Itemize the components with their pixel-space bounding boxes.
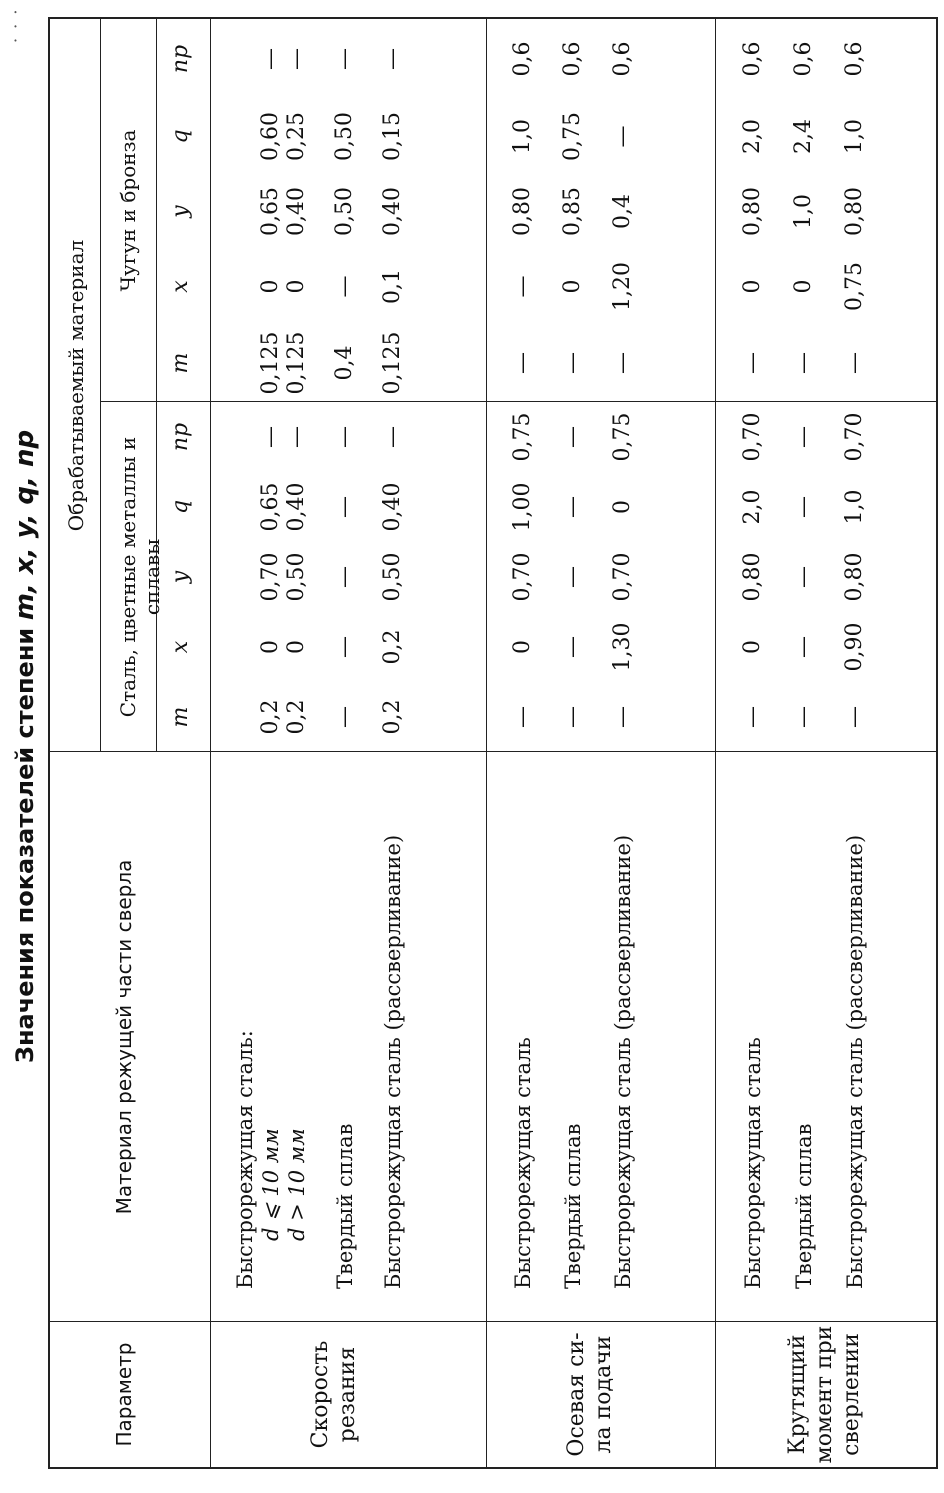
cell-iron-y: 0,40: [380, 187, 405, 236]
cell-steel-y: —: [332, 566, 357, 588]
param-axial-force: [563, 1322, 617, 1467]
cell-steel-x: —: [560, 636, 585, 658]
cell-iron-y: 0,4: [610, 194, 635, 229]
param-line: ла подачи: [591, 1335, 616, 1454]
cell-iron-np: —: [258, 48, 283, 70]
cell-iron-m: 0,4: [332, 345, 357, 381]
cell-iron-np: 0,6: [740, 41, 765, 77]
cell-steel-y: 0,50: [380, 552, 405, 602]
header-cast-iron-group: Чугун и бронза: [116, 129, 140, 292]
cell-iron-m: —: [842, 352, 867, 374]
cell-steel-np: —: [380, 426, 405, 448]
cell-steel-m: 0,2: [258, 699, 283, 735]
col-steel-y: y: [168, 570, 193, 584]
param-line: резания: [335, 1346, 360, 1443]
cell-iron-np: —: [284, 48, 309, 70]
cell-iron-np: 0,6: [560, 41, 585, 77]
param-line: Осевая си-: [564, 1332, 589, 1457]
cell-iron-q: 0,25: [284, 112, 309, 161]
cell-iron-x: 0: [560, 279, 585, 294]
material-hss-redrill: Быстрорежущая сталь (рассверливание): [381, 834, 405, 1289]
data-table: [48, 17, 938, 1469]
cell-iron-y: 0,65: [258, 187, 283, 236]
group-rule-2: [715, 19, 716, 1467]
cell-steel-y: 0,70: [510, 552, 535, 602]
cell-steel-m: —: [740, 706, 765, 728]
cell-iron-np: —: [332, 48, 357, 70]
cell-steel-x: 1,30: [610, 622, 635, 672]
cell-iron-y: 0,80: [842, 187, 867, 236]
cell-iron-m: —: [740, 352, 765, 374]
cell-steel-m: —: [610, 706, 635, 728]
cell-steel-y: —: [791, 566, 816, 588]
param-torque: [784, 1322, 865, 1467]
material-hss-redrill: Быстрорежущая сталь (рассверливание): [843, 834, 867, 1289]
material-hss: Быстрорежущая сталь: [741, 1037, 765, 1289]
param-line: сверлении: [839, 1333, 864, 1456]
cell-steel-x: —: [332, 636, 357, 658]
cell-iron-m: —: [791, 352, 816, 374]
title-text: Значения показателей степени: [11, 627, 39, 1064]
cell-steel-np: —: [560, 426, 585, 448]
header-processed-material: Обрабатываемый материал: [64, 239, 88, 532]
header-bottom-rule: [210, 19, 211, 1467]
cell-iron-np: 0,6: [510, 41, 535, 77]
cell-iron-q: 2,4: [791, 119, 816, 154]
material-hss: Быстрорежущая сталь: [511, 1037, 535, 1289]
cell-iron-m: —: [610, 352, 635, 374]
cell-steel-q: 0,40: [284, 482, 309, 532]
col-iron-m: m: [168, 352, 193, 374]
cell-steel-q: —: [332, 496, 357, 518]
cell-steel-y: 0,80: [740, 552, 765, 602]
cell-steel-m: —: [510, 706, 535, 728]
cell-iron-q: 0,75: [560, 112, 585, 161]
cell-iron-y: 0,80: [740, 187, 765, 236]
col-iron-y: y: [168, 205, 193, 218]
cell-iron-y: 0,85: [560, 187, 585, 236]
cell-steel-q: 1,0: [842, 489, 867, 525]
material-hss-small-d: d ⩽ 10 мм: [259, 1128, 283, 1241]
cell-steel-m: —: [560, 706, 585, 728]
cell-steel-y: 0,70: [258, 552, 283, 602]
cell-steel-q: 0,65: [258, 482, 283, 532]
cell-steel-q: 0: [610, 500, 635, 514]
cell-steel-y: 0,80: [842, 552, 867, 602]
cell-iron-y: 1,0: [791, 194, 816, 229]
cell-steel-x: 0: [740, 640, 765, 654]
cell-iron-q: 1,0: [510, 119, 535, 154]
cell-iron-x: 0,75: [842, 262, 867, 311]
cell-steel-x: 0: [510, 640, 535, 654]
cell-iron-x: 0: [740, 279, 765, 294]
col-steel-np: nр: [168, 422, 193, 452]
col-iron-np: nр: [168, 44, 193, 74]
cell-steel-m: 0,2: [284, 699, 309, 735]
cell-steel-q: 2,0: [740, 489, 765, 525]
cell-steel-x: —: [791, 636, 816, 658]
cell-steel-m: —: [332, 706, 357, 728]
material-hard-alloy: Твердый сплав: [333, 1123, 357, 1289]
header-drill-material: Материал режущей части сверла: [112, 859, 136, 1215]
cell-iron-x: 0: [284, 279, 309, 294]
param-line: Скорость: [308, 1340, 333, 1449]
cell-iron-y: 0,50: [332, 187, 357, 236]
cell-steel-np: —: [332, 426, 357, 448]
cell-steel-x: 0: [258, 640, 283, 654]
col-steel-m: m: [168, 706, 193, 728]
col-iron-q: q: [168, 129, 193, 144]
group-rule-1: [486, 19, 487, 1467]
cell-iron-x: 1,20: [610, 262, 635, 311]
col-steel-q: q: [168, 499, 193, 515]
cell-iron-m: 0,125: [284, 331, 309, 395]
cell-steel-y: 0,50: [284, 552, 309, 602]
cell-steel-np: 0,75: [610, 412, 635, 462]
cell-steel-np: 0,70: [842, 412, 867, 462]
param-line: Крутящий: [785, 1334, 810, 1455]
cell-steel-m: —: [842, 706, 867, 728]
cell-iron-y: 0,40: [284, 187, 309, 236]
cell-steel-x: 0: [284, 640, 309, 654]
cell-iron-m: 0,125: [258, 331, 283, 395]
cell-steel-y: 0,70: [610, 552, 635, 602]
cell-steel-m: 0,2: [380, 699, 405, 735]
col-steel-x: x: [168, 640, 193, 654]
cell-steel-np: 0,70: [740, 412, 765, 462]
header-param: Параметр: [112, 1342, 136, 1447]
cell-iron-x: 0: [258, 279, 283, 294]
processed-material-rule: [100, 19, 101, 752]
material-hss: Быстрорежущая сталь:: [233, 1030, 257, 1289]
cell-iron-q: 0,60: [258, 112, 283, 161]
cell-iron-np: —: [380, 48, 405, 70]
cell-iron-m: —: [510, 352, 535, 374]
material-hard-alloy: Твердый сплав: [561, 1123, 585, 1289]
param-line: момент при: [812, 1325, 837, 1464]
title-symbols: m, x, y, q, nр: [10, 429, 40, 621]
material-hss-redrill: Быстрорежущая сталь (рассверливание): [611, 834, 635, 1289]
cell-steel-x: 0,2: [380, 629, 405, 665]
col-iron-x: x: [168, 280, 193, 293]
cell-iron-x: —: [332, 275, 357, 298]
header-steel-group: Сталь, цветные металлы и сплавы: [116, 436, 164, 718]
param-cutting-speed: [307, 1322, 361, 1467]
cell-iron-x: 0,1: [380, 269, 405, 304]
cell-steel-m: —: [791, 706, 816, 728]
cell-iron-q: 2,0: [740, 119, 765, 154]
cell-iron-np: 0,6: [791, 41, 816, 77]
page-title: [10, 0, 40, 1493]
cell-iron-np: 0,6: [842, 41, 867, 77]
cell-iron-x: —: [510, 275, 535, 298]
cell-steel-np: —: [284, 426, 309, 448]
cell-iron-np: 0,6: [610, 41, 635, 77]
cell-iron-y: 0,80: [510, 187, 535, 236]
cell-iron-q: 0,50: [332, 112, 357, 161]
cell-iron-q: 0,15: [380, 112, 405, 161]
material-hss-large-d: d > 10 мм: [285, 1128, 309, 1241]
corner-mark: · · ·: [6, 7, 25, 43]
material-hard-alloy: Твердый сплав: [792, 1123, 816, 1289]
cell-steel-np: —: [258, 426, 283, 448]
cell-iron-m: 0,125: [380, 331, 405, 395]
cell-steel-q: 0,40: [380, 482, 405, 532]
cell-steel-q: —: [791, 496, 816, 518]
cell-steel-y: —: [560, 566, 585, 588]
cell-steel-np: —: [791, 426, 816, 448]
cell-iron-m: —: [560, 352, 585, 374]
cell-iron-q: 1,0: [842, 119, 867, 154]
cell-steel-x: 0,90: [842, 622, 867, 672]
cell-steel-q: —: [560, 496, 585, 518]
cell-iron-q: —: [610, 125, 635, 148]
cell-steel-np: 0,75: [510, 412, 535, 462]
cell-steel-q: 1,00: [510, 482, 535, 532]
cell-iron-x: 0: [791, 279, 816, 294]
